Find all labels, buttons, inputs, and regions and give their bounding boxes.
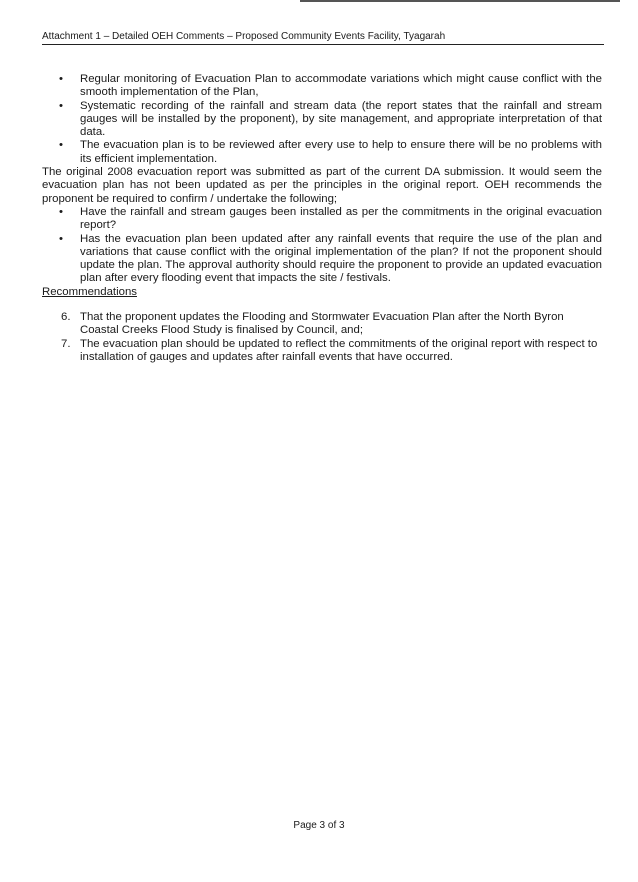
body-paragraph: The original 2008 evacuation report was submitted as part of the current DA submission. It would seem the evacuation plan has not been updated as per the principles in the original report. OEH recommends the proponent be required to confirm / undertake the following; [42, 166, 602, 205]
list-item-text: Has the evacuation plan been updated after any rainfall events that require the use of the plan and variations that cause conflict with the original implementation of the plan? If not the proponent should update the plan. The approval authority should require the proponent to provide an updated evacuation plan after every flooding event that impacts the site / festivals. [80, 232, 602, 285]
list-item [42, 206, 602, 233]
list-item [42, 73, 602, 100]
list-item-text: Have the rainfall and stream gauges been installed as per the commitments in the original evacuation report? [80, 205, 602, 232]
bullet-glyph: • [59, 205, 63, 218]
list-item-text: Regular monitoring of Evacuation Plan to accommodate variations which might cause conflict with the smooth implementation of the Plan, [80, 73, 602, 99]
header-title: Attachment 1 – Detailed OEH Comments – Proposed Community Events Facility, Tyagarah [42, 31, 446, 42]
list-item-text: That the proponent updates the Flooding and Stormwater Evacuation Plan after the North Byron Coastal Creeks Flood Study is finalised by Council, and; [80, 311, 564, 337]
list-item [42, 100, 602, 140]
bullet-glyph: • [59, 73, 63, 85]
list-item-text: Systematic recording of the rainfall and stream data (the report states that the rainfall and stream gauges will be installed by the proponent), by site management, and appropriate interpretation of that data. [80, 99, 602, 139]
item-number: 6. [61, 311, 71, 324]
list-item [42, 139, 602, 166]
recommendations-heading: Recommendations [42, 285, 137, 298]
top-edge-rule [300, 0, 620, 2]
recommendations-list [42, 311, 602, 364]
list-item-text: The evacuation plan should be updated to reflect the commitments of the original report with respect to installation of gauges and updates after rainfall events that have occurred. [80, 337, 598, 363]
bullet-list-mid [42, 206, 602, 286]
list-item-text: The evacuation plan is to be reviewed after every use to help to ensure there will be no problems with its efficient implementation. [80, 139, 602, 165]
bullet-glyph: • [59, 99, 63, 112]
bullet-glyph: • [59, 232, 63, 245]
list-item [42, 233, 602, 286]
document-body [42, 73, 602, 364]
header-rule [42, 44, 604, 45]
list-item [42, 311, 602, 338]
page-number: Page 3 of 3 [293, 820, 345, 831]
list-item [42, 338, 602, 365]
bullet-glyph: • [59, 139, 63, 152]
bullet-list-top [42, 73, 602, 166]
page-header [42, 30, 604, 45]
item-number: 7. [61, 337, 71, 350]
